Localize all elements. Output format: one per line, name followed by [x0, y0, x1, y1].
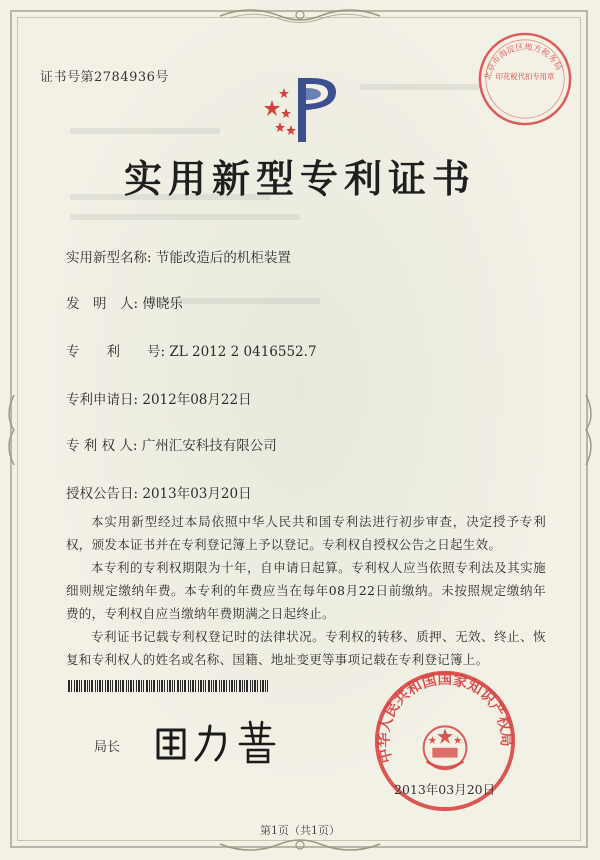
tax-seal-center-text: 印花税代扣专用章: [495, 72, 555, 81]
barcode-bar: [149, 680, 150, 692]
watermark: [360, 84, 480, 90]
barcode-bar: [110, 680, 111, 692]
barcode-bar: [244, 680, 245, 692]
barcode-bar: [130, 680, 132, 692]
barcode-bar: [267, 680, 268, 692]
barcode-bar: [79, 680, 80, 692]
barcode-bar: [133, 680, 134, 692]
field-value: 节能改造后的机柜装置: [155, 250, 291, 266]
patent-number: [66, 340, 317, 360]
barcode-bar: [76, 680, 78, 692]
tax-seal-stamp: [476, 30, 574, 128]
barcode-bar: [195, 680, 196, 692]
barcode-bar: [136, 680, 137, 692]
left-ornament: [2, 390, 22, 470]
patent-office-logo: [258, 70, 348, 150]
field-label: 发 明 人:: [66, 296, 139, 312]
watermark: [70, 214, 300, 220]
right-ornament: [578, 390, 598, 470]
barcode-bar: [221, 680, 222, 692]
barcode-bar: [122, 680, 124, 692]
barcode-bar: [250, 680, 251, 692]
barcode-bar: [138, 680, 140, 692]
grant-announcement-date: [66, 482, 252, 502]
barcode-bar: [71, 680, 72, 692]
barcode-bar: [81, 680, 82, 692]
director-label: 局长: [94, 740, 121, 755]
patentee: [66, 434, 277, 454]
barcode-bar: [192, 680, 194, 692]
barcode-bar: [211, 680, 212, 692]
barcode-bar: [151, 680, 152, 692]
inventor: [66, 292, 183, 312]
certificate-body: [66, 510, 546, 671]
barcode-bar: [112, 680, 113, 692]
barcode-bar: [169, 680, 171, 692]
field-value: 2013年03月20日: [142, 486, 252, 502]
barcode-bar: [172, 680, 173, 692]
field-label: 实用新型名称:: [66, 250, 152, 266]
barcode-bar: [265, 680, 266, 692]
barcode-bar: [174, 680, 175, 692]
barcode-bar: [262, 680, 264, 692]
utility-model-name: [66, 246, 291, 266]
barcode-bar: [143, 680, 144, 692]
barcode-bar: [223, 680, 225, 692]
barcode-bar: [118, 680, 119, 692]
certificate-number: 证书号第2784936号: [40, 70, 169, 85]
barcode-bar: [141, 680, 142, 692]
barcode-bar: [234, 680, 235, 692]
barcode-bar: [115, 680, 117, 692]
body-paragraph: 本实用新型经过本局依照中华人民共和国专利法进行初步审查，决定授予专利权，颁发本证书并在专利登记簿上予以登记。专利权自授权公告之日起生效。: [66, 514, 546, 552]
seal-ring-text: 中华人民共和国国家知识产权局: [375, 670, 515, 765]
barcode-bar: [215, 680, 217, 692]
field-value: 2012年08月22日: [142, 392, 252, 408]
barcode-bar: [260, 680, 261, 692]
barcode-bar: [203, 680, 204, 692]
barcode-bar: [107, 680, 109, 692]
barcode-bar: [257, 680, 258, 692]
director-signature: [150, 718, 300, 766]
seal-date: 2013年03月20日: [394, 782, 496, 797]
filing-date: [66, 388, 252, 408]
barcode-bar: [146, 680, 148, 692]
barcode-bar: [157, 680, 158, 692]
barcode-bar: [239, 680, 241, 692]
barcode-bar: [74, 680, 75, 692]
body-paragraph: 专利证书记载专利权登记时的法律状况。专利权的转移、质押、无效、终止、恢复和专利权人的姓名或名称、国籍、地址变更等事项记载在专利登记簿上。: [66, 629, 546, 667]
barcode-bar: [105, 680, 106, 692]
barcode-bar: [68, 680, 70, 692]
field-label: 专利申请日:: [66, 392, 139, 408]
barcode-bar: [236, 680, 237, 692]
field-label: 专 利 号:: [66, 344, 166, 360]
barcode-bar: [246, 680, 248, 692]
barcode-bar: [128, 680, 129, 692]
barcode-bar: [87, 680, 88, 692]
barcode-bar: [182, 680, 183, 692]
barcode-bar: [213, 680, 214, 692]
field-value: 傅晓乐: [142, 296, 183, 312]
barcode-bar: [120, 680, 121, 692]
field-value: ZL 2012 2 0416552.7: [169, 344, 317, 360]
barcode-bar: [205, 680, 206, 692]
barcode-bar: [153, 680, 155, 692]
barcode-bar: [231, 680, 233, 692]
barcode-bar: [184, 680, 186, 692]
barcode-bar: [164, 680, 165, 692]
field-label: 专 利 权 人:: [66, 438, 138, 454]
barcode-bar: [229, 680, 230, 692]
field-label: 授权公告日:: [66, 486, 139, 502]
top-ornament: [210, 4, 390, 26]
barcode-bar: [188, 680, 189, 692]
barcode-bar: [200, 680, 202, 692]
field-value: 广州汇安科技有限公司: [141, 438, 277, 454]
watermark: [70, 128, 220, 134]
barcode-bar: [102, 680, 103, 692]
barcode-bar: [198, 680, 199, 692]
barcode-bar: [95, 680, 96, 692]
barcode-bar: [180, 680, 181, 692]
tax-seal-ring-text: 北京市海淀区地方税务局: [481, 41, 565, 81]
barcode-bar: [126, 680, 127, 692]
page-title: 实用新型专利证书: [123, 157, 476, 201]
barcode-bar: [190, 680, 191, 692]
barcode-bar: [97, 680, 98, 692]
barcode-bar: [84, 680, 86, 692]
barcode-bar: [219, 680, 220, 692]
barcode-bar: [91, 680, 93, 692]
barcode-bar: [99, 680, 101, 692]
barcode-bar: [208, 680, 210, 692]
barcode-bar: [177, 680, 179, 692]
barcode-bar: [167, 680, 168, 692]
barcode-bar: [161, 680, 163, 692]
barcode: [68, 680, 268, 692]
barcode-bar: [159, 680, 160, 692]
barcode-bar: [252, 680, 253, 692]
barcode-bar: [89, 680, 90, 692]
barcode-bar: [226, 680, 227, 692]
barcode-bar: [254, 680, 256, 692]
body-paragraph: 本专利的专利权期限为十年，自申请日起算。专利权人应当依照专利法及其实施细则规定缴纳年费。本专利的年费应当在每年08月22日前缴纳。未按照规定缴纳年费的，专利权自应当缴纳年费期满之日起终止。: [66, 560, 546, 621]
page-number: 第1页（共1页）: [260, 824, 340, 837]
barcode-bar: [242, 680, 243, 692]
